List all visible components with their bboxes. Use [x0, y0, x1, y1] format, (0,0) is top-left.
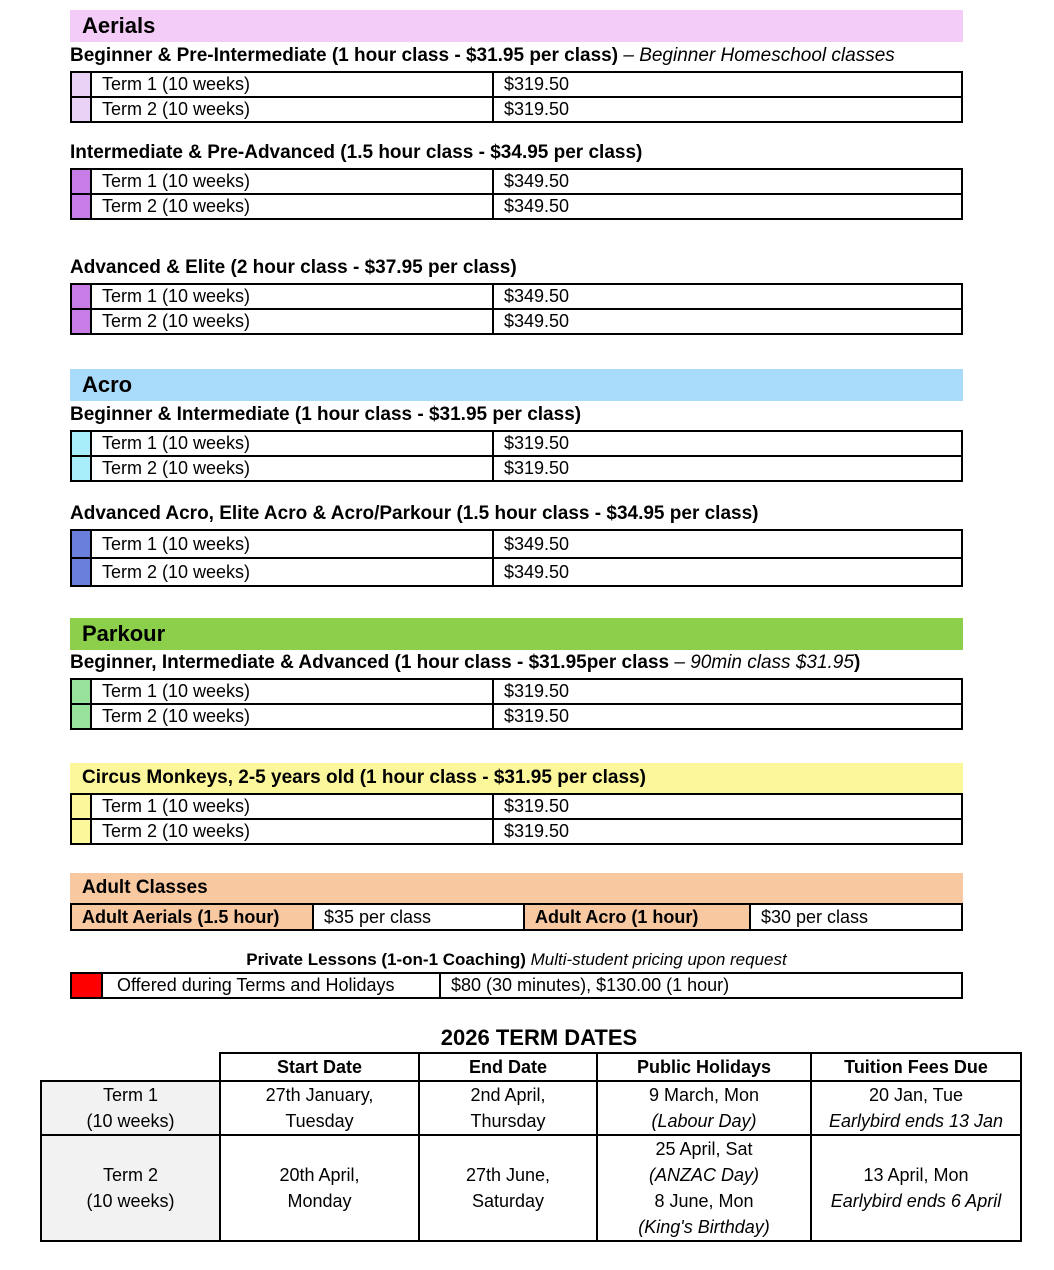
private-label: Offered during Terms and Holidays	[102, 973, 440, 998]
acro-heading: Acro	[70, 369, 963, 401]
color-swatch	[71, 309, 91, 334]
table-row	[71, 169, 962, 194]
term-price: $349.50	[493, 558, 962, 586]
color-swatch	[71, 284, 91, 309]
fees-due-cell	[811, 1135, 1021, 1241]
term-label: Term 2 (10 weeks)	[91, 194, 493, 219]
term-price: $349.50	[493, 284, 962, 309]
aerials-beginner-note: – Beginner Homeschool classes	[623, 45, 895, 66]
term-label: Term 1 (10 weeks)	[91, 284, 493, 309]
term-price: $319.50	[493, 97, 962, 122]
aerials-advanced-table	[70, 283, 963, 335]
parkour-title	[70, 652, 860, 674]
table-row	[71, 309, 962, 334]
private-title-text: Private Lessons (1-on-1 Coaching)	[246, 950, 526, 969]
term-label: Term 2 (10 weeks)	[91, 309, 493, 334]
table-row	[71, 973, 962, 998]
color-swatch	[71, 169, 91, 194]
corner-cell	[41, 1053, 220, 1081]
term-dates-title: 2026 TERM DATES	[440, 1025, 638, 1050]
table-row	[71, 704, 962, 729]
circus-table	[70, 793, 963, 845]
earlybird-note: Earlybird ends 6 April	[830, 1191, 1002, 1211]
end-date-cell	[419, 1135, 597, 1241]
column-header: End Date	[419, 1053, 597, 1081]
parkour-table	[70, 678, 963, 730]
column-header: Start Date	[220, 1053, 419, 1081]
holidays-cell	[597, 1135, 811, 1241]
fees-due-cell	[811, 1081, 1021, 1135]
start-date-cell	[220, 1135, 419, 1241]
private-price: $80 (30 minutes), $130.00 (1 hour)	[440, 973, 962, 998]
table-row	[71, 794, 962, 819]
term-price: $319.50	[493, 72, 962, 97]
table-row	[71, 97, 962, 122]
term-label: Term 2 (10 weeks)	[91, 558, 493, 586]
acro-advanced-title: Advanced Acro, Elite Acro & Acro/Parkour (1.5 hour class - $34.95 per class)	[70, 503, 759, 524]
private-note: Multi-student pricing upon request	[530, 950, 787, 969]
term-price: $319.50	[493, 819, 962, 844]
holiday-name: (ANZAC Day)	[648, 1165, 759, 1185]
start-day: Tuesday	[285, 1111, 354, 1131]
aerials-beginner-title-text: Beginner & Pre-Intermediate (1 hour class - $31.95 per class)	[70, 45, 619, 66]
color-swatch	[71, 530, 91, 558]
parkour-heading: Parkour	[70, 618, 963, 650]
adult-heading: Adult Classes	[70, 873, 963, 903]
table-row	[71, 456, 962, 481]
table-row	[71, 284, 962, 309]
term-price: $349.50	[493, 169, 962, 194]
acro-beginner-table	[70, 430, 963, 482]
term-price: $349.50	[493, 309, 962, 334]
color-swatch	[71, 194, 91, 219]
private-title	[70, 950, 963, 970]
color-swatch	[71, 973, 102, 998]
term-label: Term 2 (10 weeks)	[91, 97, 493, 122]
color-swatch	[71, 456, 91, 481]
holidays-cell	[597, 1081, 811, 1135]
term-label: Term 1 (10 weeks)	[91, 72, 493, 97]
table-row	[71, 819, 962, 844]
holiday-date: 9 March, Mon	[648, 1085, 760, 1105]
table-row	[71, 679, 962, 704]
table-row	[71, 558, 962, 586]
parkour-note: – 90min class $31.95	[674, 652, 854, 673]
term-name: Term 2	[102, 1165, 158, 1185]
table-row	[71, 904, 962, 930]
table-header-row	[41, 1053, 1021, 1081]
fees-due-date: 13 April, Mon	[863, 1165, 969, 1185]
fees-due-date: 20 Jan, Tue	[868, 1085, 964, 1105]
holiday-name: (Labour Day)	[651, 1111, 757, 1131]
color-swatch	[71, 72, 91, 97]
table-row	[71, 194, 962, 219]
start-date: 20th April,	[279, 1165, 360, 1185]
end-day: Thursday	[470, 1111, 546, 1131]
color-swatch	[71, 97, 91, 122]
holiday-name: (King's Birthday)	[638, 1217, 770, 1237]
private-table	[70, 972, 963, 999]
earlybird-note: Earlybird ends 13 Jan	[828, 1111, 1004, 1131]
term-price: $349.50	[493, 530, 962, 558]
column-header: Public Holidays	[597, 1053, 811, 1081]
term-price: $319.50	[493, 431, 962, 456]
term-label: Term 1 (10 weeks)	[91, 169, 493, 194]
color-swatch	[71, 558, 91, 586]
aerials-advanced-title: Advanced & Elite (2 hour class - $37.95 per class)	[70, 257, 517, 278]
term-price: $319.50	[493, 456, 962, 481]
start-day: Monday	[287, 1191, 352, 1211]
table-row	[71, 530, 962, 558]
term-label: Term 2 (10 weeks)	[91, 456, 493, 481]
end-date-cell	[419, 1081, 597, 1135]
term-price: $319.50	[493, 794, 962, 819]
circus-heading: Circus Monkeys, 2-5 years old (1 hour class - $31.95 per class)	[70, 763, 963, 793]
aerials-heading: Aerials	[70, 10, 963, 42]
end-day: Saturday	[471, 1191, 545, 1211]
color-swatch	[71, 679, 91, 704]
term-name: Term 1	[102, 1085, 158, 1105]
term-label: Term 1 (10 weeks)	[91, 530, 493, 558]
table-row	[71, 72, 962, 97]
adult-aerials-price: $35 per class	[313, 904, 524, 930]
aerials-beginner-table	[70, 71, 963, 123]
aerials-intermediate-table	[70, 168, 963, 220]
start-date-cell	[220, 1081, 419, 1135]
aerials-intermediate-title: Intermediate & Pre-Advanced (1.5 hour class - $34.95 per class)	[70, 142, 643, 163]
term-price: $349.50	[493, 194, 962, 219]
adult-acro-price: $30 per class	[750, 904, 962, 930]
term-label: Term 2 (10 weeks)	[91, 819, 493, 844]
acro-beginner-title: Beginner & Intermediate (1 hour class - $31.95 per class)	[70, 404, 582, 425]
holiday-date: 8 June, Mon	[654, 1191, 754, 1211]
table-row	[41, 1135, 1021, 1241]
term-dates-table	[40, 1052, 1022, 1242]
term-label: Term 1 (10 weeks)	[91, 431, 493, 456]
start-date: 27th January,	[265, 1085, 374, 1105]
term-weeks: (10 weeks)	[86, 1111, 175, 1131]
term-label: Term 1 (10 weeks)	[91, 679, 493, 704]
column-header: Tuition Fees Due	[811, 1053, 1021, 1081]
adult-table	[70, 903, 963, 931]
aerials-beginner-title	[70, 45, 895, 67]
term-price: $319.50	[493, 679, 962, 704]
adult-acro-label: Adult Acro (1 hour)	[524, 904, 750, 930]
term-price: $319.50	[493, 704, 962, 729]
color-swatch	[71, 794, 91, 819]
color-swatch	[71, 431, 91, 456]
parkour-title-close: )	[853, 652, 861, 673]
term-cell	[41, 1081, 220, 1135]
term-label: Term 2 (10 weeks)	[91, 704, 493, 729]
holiday-date: 25 April, Sat	[655, 1139, 753, 1159]
term-weeks: (10 weeks)	[86, 1191, 175, 1211]
term-label: Term 1 (10 weeks)	[91, 794, 493, 819]
term-cell	[41, 1135, 220, 1241]
acro-advanced-table	[70, 529, 963, 587]
parkour-title-text: Beginner, Intermediate & Advanced (1 hour class - $31.95per class	[70, 652, 670, 673]
adult-aerials-label: Adult Aerials (1.5 hour)	[71, 904, 313, 930]
end-date: 27th June,	[465, 1165, 551, 1185]
end-date: 2nd April,	[470, 1085, 546, 1105]
color-swatch	[71, 704, 91, 729]
table-row	[71, 431, 962, 456]
table-row	[41, 1081, 1021, 1135]
color-swatch	[71, 819, 91, 844]
